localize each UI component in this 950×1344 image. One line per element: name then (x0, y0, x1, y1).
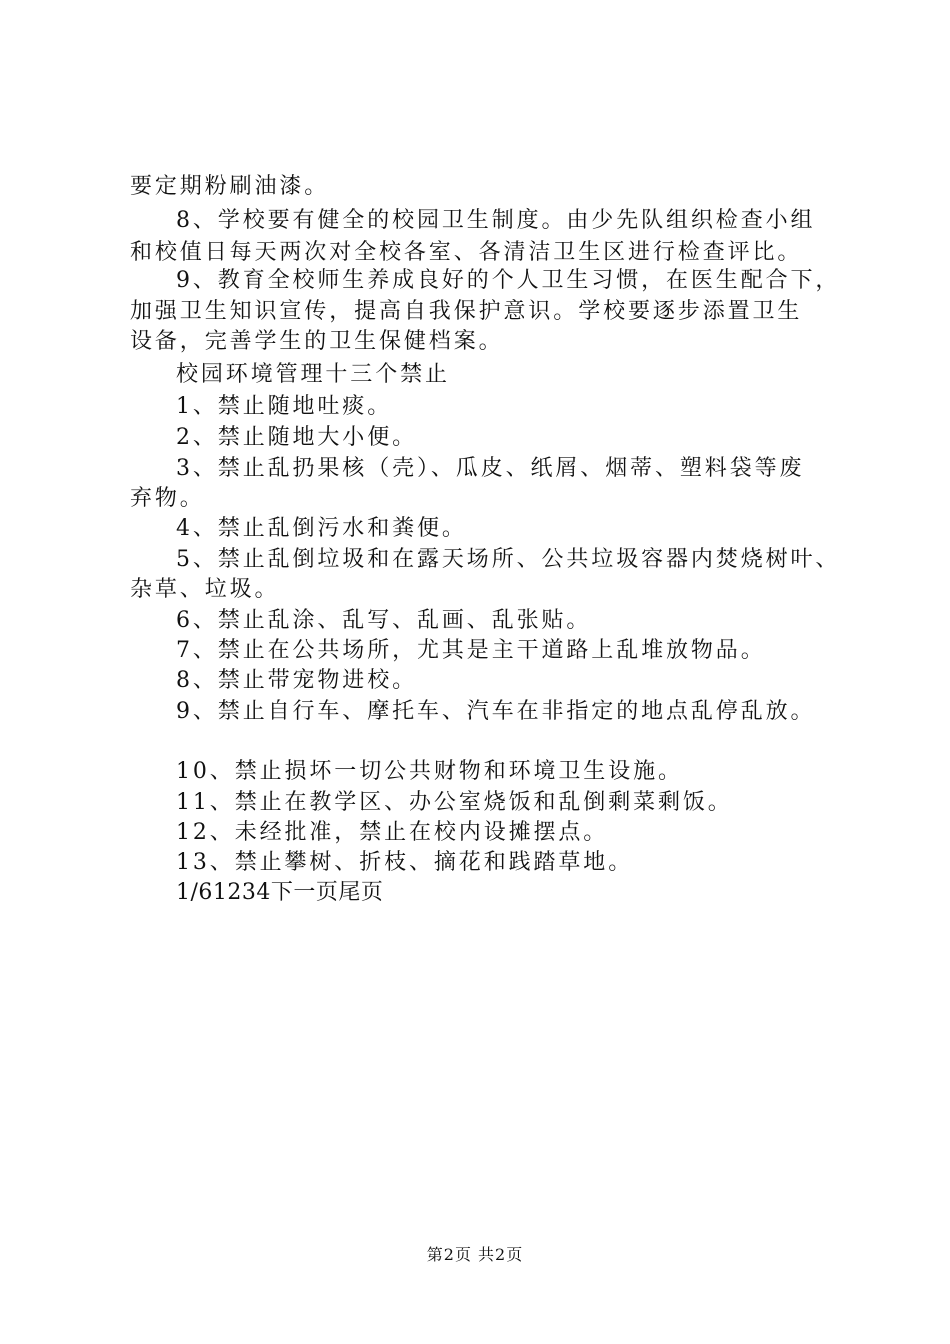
list-item: 7、禁止在公共场所，尤其是主干道路上乱堆放物品。 (176, 638, 766, 663)
list-item: 11、禁止在教学区、办公室烧饭和乱倒剩菜剩饭。 (176, 790, 733, 815)
list-item-continuation: 杂草、垃圾。 (130, 577, 280, 602)
list-item: 2、禁止随地大小便。 (176, 425, 417, 450)
list-item: 4、禁止乱倒污水和粪便。 (176, 516, 467, 541)
text-line: 设备，完善学生的卫生保健档案。 (130, 329, 504, 354)
list-item: 13、禁止攀树、折枝、摘花和践踏草地。 (176, 850, 634, 875)
text-line: 加强卫生知识宣传，提高自我保护意识。学校要逐步添置卫生 (130, 299, 803, 324)
list-item: 1、禁止随地吐痰。 (176, 394, 393, 419)
list-item: 9、禁止自行车、摩托车、汽车在非指定的地点乱停乱放。 (176, 699, 816, 724)
text-line: 和校值日每天两次对全校各室、各清洁卫生区进行检查评比。 (130, 240, 803, 265)
list-item: 12、未经批准，禁止在校内设摊摆点。 (176, 820, 609, 845)
list-item-continuation: 弃物。 (130, 486, 205, 511)
text-line: 要定期粉刷油漆。 (130, 174, 330, 199)
list-item: 6、禁止乱涂、乱写、乱画、乱张贴。 (176, 608, 592, 633)
pagination-text: 1/61234下一页尾页 (176, 880, 384, 905)
page-footer: 第2页 共2页 (426, 1245, 524, 1264)
text-line: 8、学校要有健全的校园卫生制度。由少先队组织检查小组 (176, 208, 816, 233)
list-item: 3、禁止乱扔果核（壳）、瓜皮、纸屑、烟蒂、塑料袋等废 (176, 456, 805, 481)
list-item: 8、禁止带宠物进校。 (176, 668, 417, 693)
list-item: 5、禁止乱倒垃圾和在露天场所、公共垃圾容器内焚烧树叶、 (176, 547, 841, 572)
text-line: 9、教育全校师生养成良好的个人卫生习惯，在医生配合下， (176, 268, 841, 293)
list-item: 10、禁止损坏一切公共财物和环境卫生设施。 (176, 759, 683, 784)
section-heading: 校园环境管理十三个禁止 (176, 362, 450, 387)
